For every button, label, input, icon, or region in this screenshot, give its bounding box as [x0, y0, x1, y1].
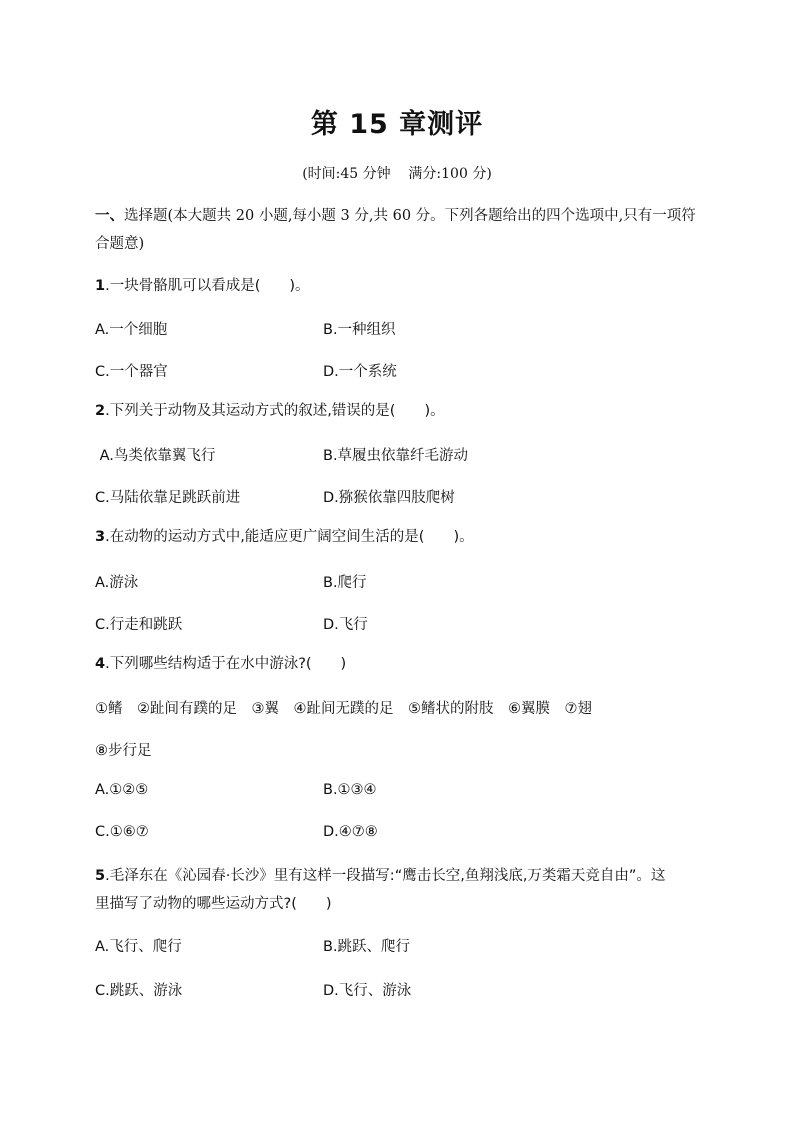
option-a: A.飞行、爬行 [95, 939, 182, 955]
option-c: C.行走和跳跃 [95, 617, 183, 633]
section-label: 一、 [95, 208, 124, 224]
question-stem [95, 272, 715, 300]
option-a: A.一个细胞 [95, 322, 168, 338]
option-d: D.一个系统 [323, 364, 397, 380]
question-text: .下列哪些结构适于在水中游泳?( ) [105, 656, 347, 672]
option-a: A.游泳 [95, 575, 139, 591]
option-d: D.飞行、游泳 [323, 983, 412, 999]
question-number: 2 [95, 403, 106, 419]
section-header [95, 202, 705, 258]
option-b: B.跳跃、爬行 [323, 939, 411, 955]
option-d: D.飞行 [323, 617, 368, 633]
option-b: B.爬行 [323, 575, 367, 591]
question-number: 3 [95, 529, 106, 545]
question-stem [95, 523, 715, 551]
option-b: B.①③④ [323, 782, 377, 798]
structure-list-line: ①鳍 ②趾间有蹼的足 ③翼 ④趾间无蹼的足 ⑤鳍状的附肢 ⑥翼膜 ⑦翅 [95, 701, 592, 717]
question-stem [95, 650, 715, 678]
option-a: A.鸟类依靠翼飞行 [95, 448, 216, 464]
question-text: .下列关于动物及其运动方式的叙述,错误的是( )。 [105, 403, 445, 419]
question-number: 4 [95, 656, 106, 672]
option-d: D.猕猴依靠四肢爬树 [323, 490, 455, 506]
question-number: 5 [95, 868, 106, 884]
question-text: .一块骨骼肌可以看成是( )。 [105, 278, 310, 294]
question-text: .在动物的运动方式中,能适应更广阔空间生活的是( )。 [105, 529, 474, 545]
page-title: 第 15 章测评 [310, 109, 484, 140]
option-a: A.①②⑤ [95, 782, 149, 798]
option-c: C.①⑥⑦ [95, 824, 149, 840]
question-stem [95, 862, 675, 918]
option-b: B.草履虫依靠纤毛游动 [323, 448, 469, 464]
question-number: 1 [95, 278, 106, 294]
question-text: .毛泽东在《沁园春·长沙》里有这样一段描写:“鹰击长空,鱼翔浅底,万类霜天竞自由”。这里描写了动物的哪些运动方式?( ) [95, 868, 666, 912]
option-d: D.④⑦⑧ [323, 824, 378, 840]
option-c: C.马陆依靠足跳跃前进 [95, 490, 241, 506]
section-instructions: 选择题(本大题共 20 小题,每小题 3 分,共 60 分。下列各题给出的四个选项中,只有一项符合题意) [95, 208, 696, 252]
option-b: B.一种组织 [323, 322, 396, 338]
exam-info: (时间:45 分钟 满分:100 分) [302, 166, 492, 182]
option-c: C.一个器官 [95, 364, 168, 380]
structure-list-line: ⑧步行足 [95, 743, 152, 759]
question-stem [95, 397, 715, 425]
option-c: C.跳跃、游泳 [95, 983, 183, 999]
